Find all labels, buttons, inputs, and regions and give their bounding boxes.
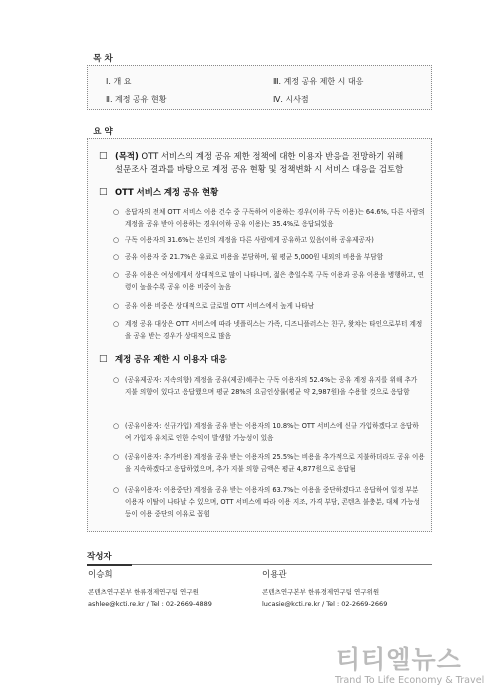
circle-bullet-icon: ○ — [113, 253, 120, 261]
toc-box — [87, 65, 432, 110]
summary-box — [87, 138, 432, 532]
section-2-bullet: (공유제공자: 지속의향) 계정을 공유(제공)해주는 구독 이용자의 52.4%는 공유 계정 유지를 위해 추가 지불 의향이 있다고 응답했으며 평균 28%의 요금인상률(평균 약 2,987원)을 수용할 것으로 응답함 — [125, 376, 418, 396]
toc-header — [87, 46, 432, 67]
intro-line-1: OTT 서비스의 계정 공유 제한 정책에 대한 이용자 반응을 전망하기 위해 — [138, 151, 404, 161]
author-card — [88, 568, 212, 608]
circle-bullet-icon: ○ — [113, 376, 120, 384]
section-1-bullet: 공유 이용 비중은 상대적으로 글로벌 OTT 서비스에서 높게 나타남 — [125, 302, 315, 310]
section-1-bullet: 공유 이용은 여성에게서 상대적으로 많이 나타나며, 젊은 층일수록 구독 이용과 공유 이용을 병행하고, 연령이 높을수록 공유 이용 비중이 높음 — [125, 271, 424, 291]
section-2-bullet: (공유이용자: 추가비용) 계정을 공유 받는 이용자의 25.5%는 비용을 추가적으로 지불하더라도 공유 이용을 지속하겠다고 응답하였으며, 추가 지불 의향 금액은 평균 4,877원으로 응답됨 — [125, 453, 425, 473]
section-1-bullet: 구독 이용자의 31.6%는 본인의 계정을 다른 사람에게 공유하고 있음(이하 공유제공자) — [125, 236, 374, 244]
summary-heading: 요 약 — [93, 127, 113, 137]
circle-bullet-icon: ○ — [113, 422, 120, 430]
section-1-bullet: 응답자의 전체 OTT 서비스 이용 건수 중 구독하여 이용하는 경우(이하 구독 이용)는 64.6%, 다른 사람의 계정을 공유 받아 이용하는 경우(이하 공유 이용)는 35.4%로 응답되었음 — [125, 208, 425, 228]
section-2-bullet: (공유이용자: 이용중단) 계정을 공유 받는 이용자의 63.7%는 이용을 중단하겠다고 응답하여 일정 부분 이용자 이탈이 나타날 수 있으며, OTT 서비스에 따라 이용 지조, 가격 부담, 콘텐츠 불충분, 대체 가능성 등이 이용 중단의 이유로 꼽힘 — [125, 486, 420, 518]
circle-bullet-icon: ○ — [113, 453, 120, 461]
section-2-title: 계정 공유 제한 시 이용자 대응 — [115, 354, 227, 364]
section-1-bullet: 계정 공유 대상은 OTT 서비스에 따라 넷플릭스는 가족, 디즈니플러스는 친구, 왓챠는 타인으로부터 계정을 공유 받는 경우가 상대적으로 많음 — [125, 320, 423, 340]
toc-item-3[interactable]: Ⅲ. 계정 공유 제한 시 대응 — [273, 77, 364, 86]
summary-header — [87, 119, 432, 140]
author-card — [262, 568, 387, 608]
divider — [87, 564, 432, 565]
intro-line-2: 설문조사 결과를 바탕으로 계정 공유 현황 및 정책변화 시 서비스 대응을 검토함 — [115, 164, 404, 174]
authors-header — [87, 544, 432, 565]
square-bullet-icon: □ — [99, 151, 108, 161]
toc-item-1[interactable]: Ⅰ. 개 요 — [106, 77, 132, 86]
section-2-bullet: (공유이용자: 신규가입) 계정을 공유 받는 이용자의 10.8%는 OTT 서비스에 신규 가입하겠다고 응답하여 가입자 유치로 인한 수익이 발생할 가능성이 있음 — [125, 422, 419, 442]
intro-label: (목적) — [115, 151, 139, 161]
toc-item-4[interactable]: Ⅳ. 시사점 — [273, 95, 309, 104]
square-bullet-icon: □ — [99, 354, 108, 364]
watermark-logo-text: 티티엘뉴스 — [336, 645, 462, 674]
authors-heading: 작성자 — [87, 552, 112, 562]
circle-bullet-icon: ○ — [113, 271, 120, 279]
square-bullet-icon: □ — [99, 187, 108, 197]
watermark-tagline: Trand To Life Economy & Travel — [335, 675, 485, 686]
circle-bullet-icon: ○ — [113, 208, 120, 216]
author-contact[interactable]: lucasie@kcti.re.kr / Tel : 02-2669-2669 — [262, 600, 388, 608]
author-name: 이용관 — [262, 570, 287, 580]
toc-heading: 목 차 — [93, 54, 113, 64]
circle-bullet-icon: ○ — [113, 320, 120, 328]
author-dept: 콘텐츠연구본부 한류경제연구팀 연구원 — [88, 588, 199, 596]
section-1-bullet: 공유 이용자 중 21.7%은 유료로 비용을 분담하며, 월 평균 5,000원 내외의 비용을 부담함 — [125, 253, 384, 261]
circle-bullet-icon: ○ — [113, 236, 120, 244]
section-1-title: OTT 서비스 계정 공유 현황 — [115, 187, 219, 197]
author-name: 이승희 — [88, 570, 113, 580]
author-contact[interactable]: ashlee@kcti.re.kr / Tel : 02-2669-4889 — [88, 600, 212, 608]
circle-bullet-icon: ○ — [113, 486, 120, 494]
divider — [87, 564, 132, 566]
circle-bullet-icon: ○ — [113, 302, 120, 310]
summary-intro — [115, 150, 428, 176]
toc-item-2[interactable]: Ⅱ. 계정 공유 현황 — [106, 95, 167, 104]
author-dept: 콘텐츠연구본부 한류경제연구팀 연구위원 — [262, 588, 380, 596]
